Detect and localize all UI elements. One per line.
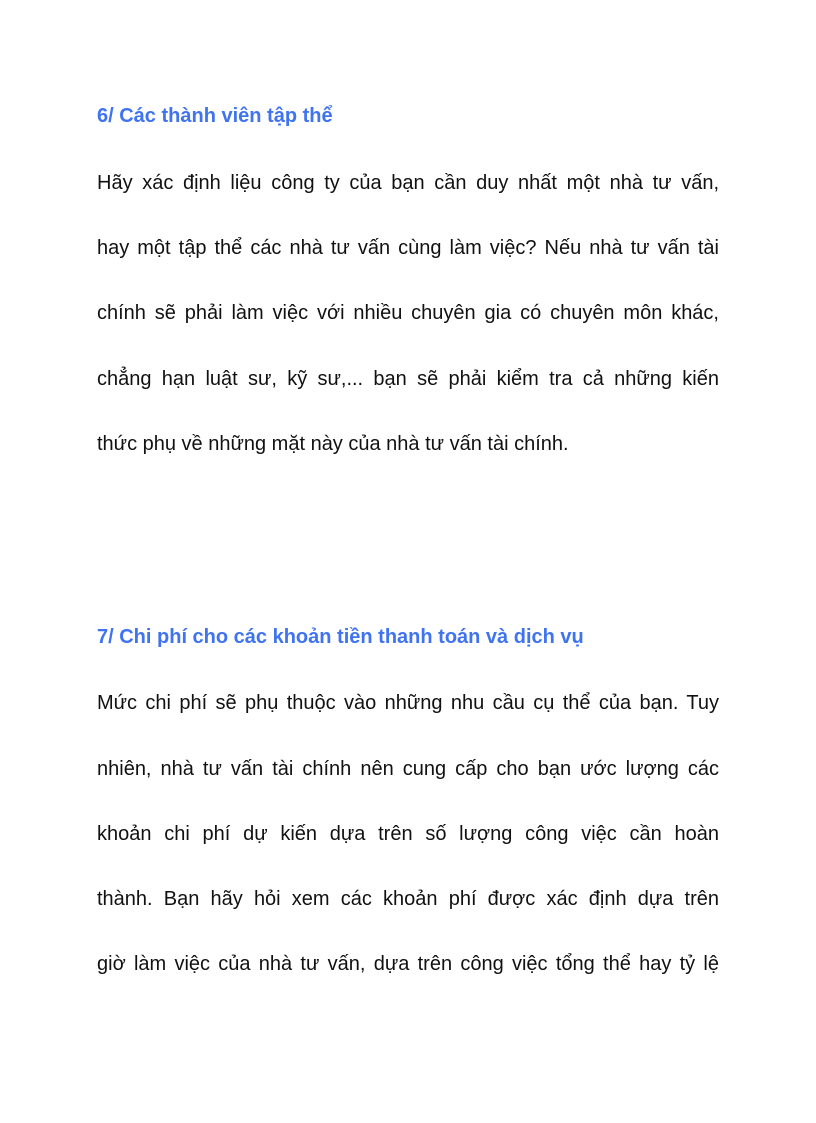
section-6-text-line: chẳng hạn luật sư, kỹ sư,... bạn sẽ phải kiểm tra cả những kiến [97,368,719,390]
section-6-heading: 6/ Các thành viên tập thể [97,105,333,127]
section-6-text-line: thức phụ về những mặt này của nhà tư vấn tài chính. [97,433,569,455]
section-7-text-line: khoản chi phí dự kiến dựa trên số lượng công việc cần hoàn [97,823,719,845]
section-7-text-line: nhiên, nhà tư vấn tài chính nên cung cấp cho bạn ước lượng các [97,758,719,780]
section-6-text-line: Hãy xác định liệu công ty của bạn cần duy nhất một nhà tư vấn, [97,172,719,194]
section-6-text-line: hay một tập thể các nhà tư vấn cùng làm việc? Nếu nhà tư vấn tài [97,237,719,259]
section-6-text-line: chính sẽ phải làm việc với nhiều chuyên gia có chuyên môn khác, [97,302,719,324]
section-7-heading: 7/ Chi phí cho các khoản tiền thanh toán và dịch vụ [97,626,584,648]
section-7-text-line: Mức chi phí sẽ phụ thuộc vào những nhu cầu cụ thể của bạn. Tuy [97,692,719,714]
section-7-text-line: giờ làm việc của nhà tư vấn, dựa trên công việc tổng thể hay tỷ lệ [97,953,719,975]
section-7-text-line: thành. Bạn hãy hỏi xem các khoản phí được xác định dựa trên [97,888,719,910]
